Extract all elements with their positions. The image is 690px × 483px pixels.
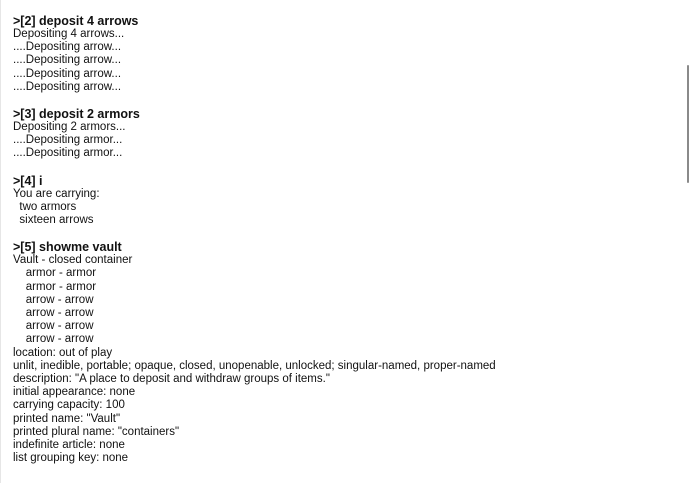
output-line: Depositing 2 armors... bbox=[13, 121, 126, 134]
vertical-scrollbar[interactable] bbox=[686, 0, 690, 483]
output-line: armor - armor bbox=[13, 267, 97, 280]
output-line: arrow - arrow bbox=[13, 307, 94, 320]
output-line: arrow - arrow bbox=[13, 320, 94, 333]
output-line: ....Depositing arrow... bbox=[13, 67, 122, 80]
turn-5 bbox=[13, 240, 670, 465]
turn-2 bbox=[13, 14, 670, 94]
output-line: location: out of play bbox=[13, 346, 113, 359]
command-line: >[4] i bbox=[13, 173, 43, 188]
output-line: printed plural name: "containers" bbox=[13, 425, 180, 438]
scrollbar-thumb[interactable] bbox=[687, 65, 689, 183]
output-line: description: "A place to deposit and withdraw groups of items." bbox=[13, 373, 330, 386]
left-edge bbox=[0, 0, 1, 483]
output-line: arrow - arrow bbox=[13, 293, 94, 306]
output-line: ....Depositing arrow... bbox=[13, 41, 122, 54]
output-line: armor - armor bbox=[13, 280, 97, 293]
output-line: two armors bbox=[13, 200, 77, 213]
output-line: indefinite article: none bbox=[13, 439, 125, 452]
output-line: ....Depositing arrow... bbox=[13, 54, 122, 67]
turn-4 bbox=[13, 174, 670, 228]
output-line: You are carrying: bbox=[13, 187, 100, 200]
output-line: ....Depositing armor... bbox=[13, 147, 123, 160]
output-line: carrying capacity: 100 bbox=[13, 399, 125, 412]
output-line: printed name: "Vault" bbox=[13, 412, 121, 425]
output-line: ....Depositing arrow... bbox=[13, 80, 122, 93]
output-line: Depositing 4 arrows... bbox=[13, 28, 125, 40]
command-line: >[2] deposit 4 arrows bbox=[13, 14, 139, 28]
output-line: sixteen arrows bbox=[13, 214, 94, 227]
output-line: initial appearance: none bbox=[13, 386, 136, 399]
output-line: ....Depositing armor... bbox=[13, 134, 123, 147]
turn-3 bbox=[13, 107, 670, 161]
command-line: >[3] deposit 2 armors bbox=[13, 107, 140, 122]
output-line: unlit, inedible, portable; opaque, closed, unopenable, unlocked; singular-named, proper-named bbox=[13, 359, 496, 372]
output-line: arrow - arrow bbox=[13, 333, 94, 346]
output-line: list grouping key: none bbox=[13, 452, 129, 465]
game-transcript bbox=[13, 14, 670, 478]
output-line: Vault - closed container bbox=[13, 254, 133, 267]
command-line: >[5] showme vault bbox=[13, 240, 122, 255]
